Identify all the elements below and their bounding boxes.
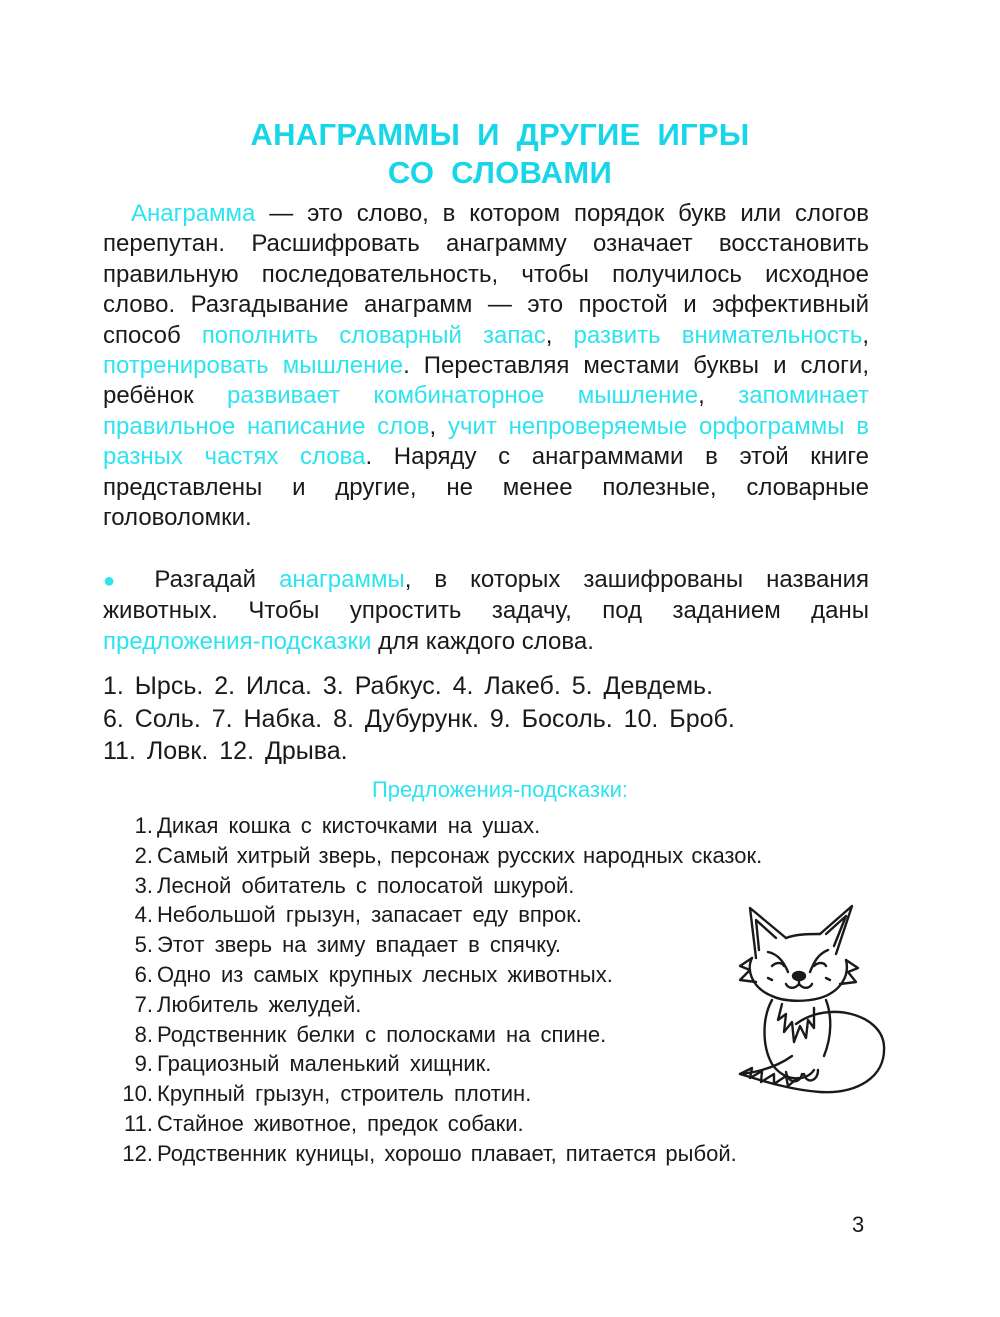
hint-number: 1.	[134, 813, 153, 838]
task-highlight-2: предложения-подсказки	[103, 627, 372, 655]
intro-highlight-6: учит непроверяемые орфограммы в разных частях слова	[103, 412, 869, 471]
hint-number: 12.	[122, 1140, 153, 1166]
page-title	[130, 116, 870, 192]
page-number: 3	[852, 1212, 865, 1237]
hint-number: 2.	[134, 842, 153, 868]
title-line-1: АНАГРАММЫ И ДРУГИЕ ИГРЫ	[250, 117, 750, 152]
hint-text: Лесной обитатель с полосатой шкурой.	[157, 872, 575, 898]
intro-text-6: ,	[429, 412, 448, 440]
hint-text: Дикая кошка с кисточками на ушах.	[157, 813, 541, 838]
hint-number: 10.	[122, 1081, 153, 1107]
hint-number: 11.	[124, 1110, 153, 1136]
intro-highlight-3: потренировать мышление	[103, 352, 404, 380]
task-highlight-1: анаграммы	[279, 566, 405, 593]
hint-number: 3.	[134, 872, 153, 898]
anagram-line-2: 6. Соль. 7. Набка. 8. Дубурунк. 9. Босоль. 10. Броб.	[103, 704, 735, 733]
hint-text: Небольшой грызун, запасает еду впрок.	[157, 902, 583, 928]
task-text-1: Разгадай	[131, 566, 280, 593]
intro-text-5: ,	[698, 382, 739, 410]
hints-title: Предложения-подсказки:	[371, 777, 629, 802]
hint-text: Родственник куницы, хорошо плавает, питается рыбой.	[157, 1140, 737, 1166]
fox-icon	[728, 896, 888, 1108]
intro-text-1: — это слово, в котором порядок букв или слогов перепутан. Расшифровать анаграмму означает восстановить правильную последовательность, чтобы получилось исходное слово. Разгадывание анаграмм — это простой и эффективный способ	[103, 200, 869, 349]
intro-highlight-5: запоминает правильное написание слов	[103, 382, 869, 440]
hint-text: Этот зверь на зиму впадает в спячку.	[157, 932, 561, 958]
intro-paragraph	[103, 199, 869, 533]
anagram-line-1: 1. Ырсь. 2. Илса. 3. Рабкус. 4. Лакеб. 5. Девдемь.	[103, 672, 714, 700]
list-item	[103, 811, 873, 841]
list-item	[103, 841, 873, 871]
hint-number: 4.	[134, 902, 153, 928]
hint-number: 7.	[134, 991, 153, 1017]
hint-text: Любитель желудей.	[157, 991, 362, 1017]
title-line-2: СО СЛОВАМИ	[387, 155, 613, 190]
list-item	[103, 1109, 873, 1139]
intro-highlight-1: пополнить словарный запас	[201, 321, 546, 349]
intro-highlight-2: развить внимательность	[573, 321, 863, 349]
task-text-2: , в которых зашифрованы названия животных. Чтобы упростить задачу, под заданием даны	[103, 566, 870, 625]
intro-text-4: . Переставляя местами буквы и слоги, ребёнок	[103, 352, 869, 410]
intro-text-2: ,	[545, 321, 574, 349]
hint-text: Стайное животное, предок собаки.	[157, 1110, 524, 1136]
hint-text: Родственник белки с полосками на спине.	[157, 1021, 607, 1047]
task-paragraph	[103, 565, 869, 657]
intro-text-7: . Наряду с анаграммами в этой книге представлены и другие, не менее полезные, словарные головоломки.	[103, 443, 870, 532]
intro-text-3: ,	[862, 321, 869, 349]
intro-highlight-4: развивает комбинаторное мышление	[227, 382, 699, 410]
hint-number: 8.	[134, 1021, 153, 1047]
hint-number: 6.	[134, 961, 153, 987]
list-item	[103, 1139, 873, 1169]
intro-term: Анаграмма	[131, 200, 256, 227]
hint-number: 5.	[134, 932, 153, 958]
task-text-3: для каждого слова.	[371, 627, 594, 655]
hint-text: Крупный грызун, строитель плотин.	[157, 1081, 532, 1107]
hint-text: Грациозный маленький хищник.	[157, 1051, 492, 1077]
hint-number: 9.	[134, 1051, 153, 1077]
hint-text: Одно из самых крупных лесных животных.	[157, 961, 613, 987]
anagram-list	[103, 670, 863, 768]
anagram-line-3: 11. Ловк. 12. Дрыва.	[103, 737, 348, 766]
bullet-icon: ●	[103, 570, 132, 592]
hint-text: Самый хитрый зверь, персонаж русских народных сказок.	[157, 842, 763, 868]
